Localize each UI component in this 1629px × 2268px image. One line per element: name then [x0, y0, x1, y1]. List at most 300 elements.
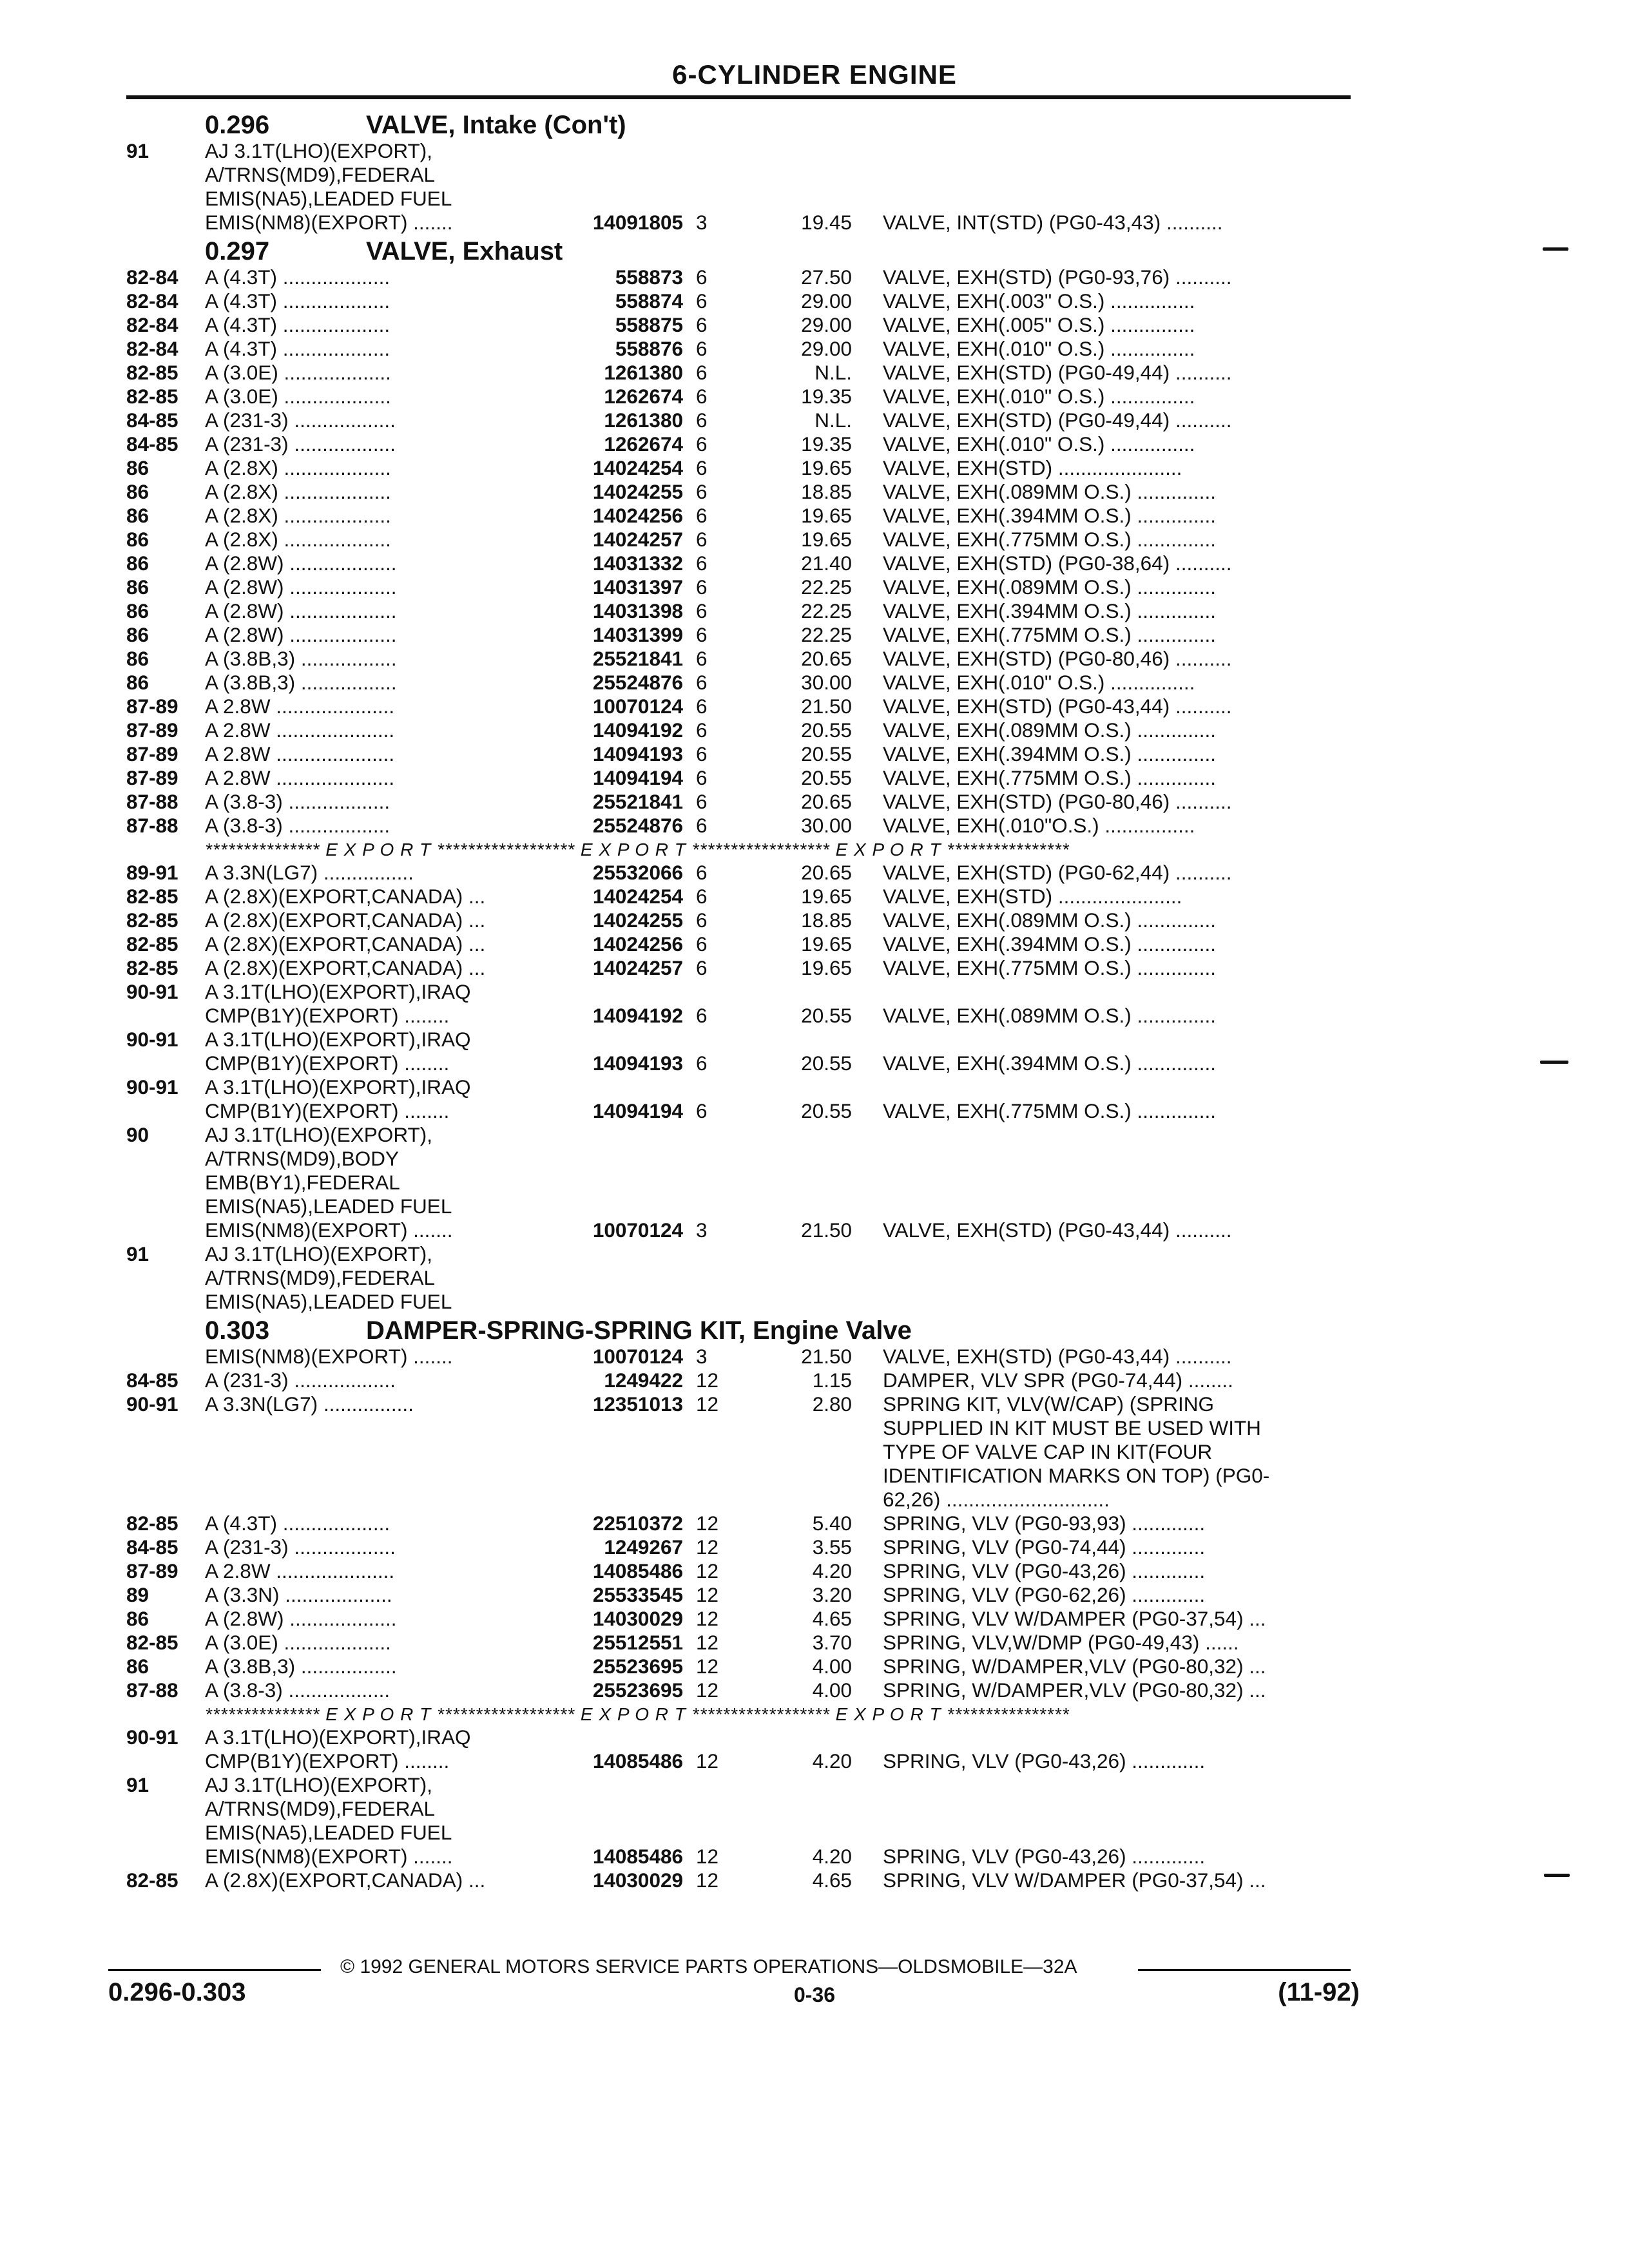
part-yr: 82-84	[126, 289, 178, 312]
part-price: 20.55	[801, 742, 852, 765]
part-pn: 25524876	[592, 814, 683, 837]
section-heading	[0, 1314, 1629, 1345]
part-price: 2.80	[812, 1392, 852, 1416]
part-desc: A (3.8-3) ..................	[205, 790, 390, 813]
part-row	[0, 575, 1629, 599]
part-desc: A (2.8W) ...................	[205, 552, 397, 575]
part-row	[0, 766, 1629, 790]
part-pn: 25521841	[592, 790, 683, 813]
part-pn: 1262674	[604, 432, 683, 456]
part-qty: 12	[696, 1512, 719, 1535]
part-name: SPRING, VLV (PG0-93,93) .............	[883, 1512, 1206, 1535]
part-price: 4.20	[812, 1749, 852, 1773]
part-name: SPRING, W/DAMPER,VLV (PG0-80,32) ...	[883, 1655, 1266, 1678]
part-name: VALVE, EXH(STD) (PG0-43,44) ..........	[883, 695, 1232, 718]
part-price: 20.65	[801, 861, 852, 884]
part-price: 27.50	[801, 265, 852, 289]
export-divider	[0, 1702, 1629, 1725]
part-row	[0, 1028, 1629, 1052]
part-desc: A (2.8X) ...................	[205, 480, 391, 503]
part-qty: 6	[696, 695, 708, 718]
part-yr: 91	[126, 1773, 149, 1796]
part-qty: 6	[696, 742, 708, 765]
part-name: SPRING, VLV W/DAMPER (PG0-37,54) ...	[883, 1607, 1266, 1630]
part-desc: A (3.0E) ...................	[205, 361, 391, 384]
part-row	[0, 1052, 1629, 1075]
part-yr: 90-91	[126, 980, 178, 1003]
part-row	[0, 1171, 1629, 1195]
part-yr: 87-89	[126, 742, 178, 765]
part-price: 21.50	[801, 1218, 852, 1242]
part-desc: A 2.8W .....................	[205, 742, 395, 765]
part-qty: 6	[696, 337, 708, 360]
part-desc: AJ 3.1T(LHO)(EXPORT),	[205, 1242, 432, 1265]
part-name: VALVE, EXH(STD) (PG0-43,44) ..........	[883, 1345, 1232, 1368]
part-qty: 6	[696, 504, 708, 527]
part-yr: 89-91	[126, 861, 178, 884]
part-yr: 86	[126, 599, 149, 622]
part-price: 20.65	[801, 647, 852, 670]
part-row	[0, 361, 1629, 385]
part-price: 22.25	[801, 599, 852, 622]
part-pn: 25532066	[592, 861, 683, 884]
part-name: SPRING KIT, VLV(W/CAP) (SPRING	[883, 1392, 1214, 1416]
part-row	[0, 1345, 1629, 1369]
part-row	[0, 1099, 1629, 1123]
footer-rule-right	[1138, 1969, 1351, 1971]
part-desc: CMP(B1Y)(EXPORT) ........	[205, 1099, 450, 1122]
part-row	[0, 456, 1629, 480]
part-pn: 25521841	[592, 647, 683, 670]
part-row	[0, 187, 1629, 211]
part-yr: 87-89	[126, 718, 178, 742]
part-price: 5.40	[812, 1512, 852, 1535]
part-qty: 6	[696, 432, 708, 456]
part-row	[0, 1242, 1629, 1266]
part-price: 19.35	[801, 432, 852, 456]
part-row	[0, 1123, 1629, 1147]
part-qty: 6	[696, 1004, 708, 1027]
part-pn: 14030029	[592, 1607, 683, 1630]
part-row	[0, 1869, 1629, 1892]
part-yr: 84-85	[126, 408, 178, 432]
part-yr: 91	[126, 1242, 149, 1265]
part-pn: 1261380	[604, 408, 683, 432]
part-pn: 14094193	[592, 742, 683, 765]
part-name: VALVE, EXH(STD) (PG0-38,64) ..........	[883, 552, 1232, 575]
part-qty: 6	[696, 908, 708, 932]
part-yr: 90-91	[126, 1392, 178, 1416]
part-pn: 14024255	[592, 480, 683, 503]
section-number: 0.296	[205, 111, 270, 139]
part-row	[0, 861, 1629, 885]
part-qty: 12	[696, 1845, 719, 1868]
part-pn: 12351013	[592, 1392, 683, 1416]
part-price: 19.65	[801, 528, 852, 551]
part-row	[0, 980, 1629, 1004]
part-yr: 82-84	[126, 337, 178, 360]
part-desc: A (2.8X)(EXPORT,CANADA) ...	[205, 1869, 486, 1892]
part-row	[0, 1416, 1629, 1440]
part-row	[0, 1655, 1629, 1678]
part-desc: A (3.0E) ...................	[205, 1631, 391, 1654]
part-price: 29.00	[801, 337, 852, 360]
part-name: SPRING, VLV (PG0-62,26) .............	[883, 1583, 1206, 1606]
part-pn: 14031332	[592, 552, 683, 575]
part-desc: CMP(B1Y)(EXPORT) ........	[205, 1052, 450, 1075]
part-name: VALVE, EXH(STD) (PG0-80,46) ..........	[883, 790, 1232, 813]
part-price: 18.85	[801, 480, 852, 503]
part-desc: A (2.8X)(EXPORT,CANADA) ...	[205, 908, 486, 932]
part-yr: 86	[126, 528, 149, 551]
part-qty: 6	[696, 766, 708, 789]
part-pn: 10070124	[592, 1218, 683, 1242]
part-qty: 6	[696, 599, 708, 622]
part-qty: 6	[696, 861, 708, 884]
page-title: 6-CYLINDER ENGINE	[672, 59, 957, 90]
part-yr: 82-85	[126, 1869, 178, 1892]
part-price: 1.15	[812, 1369, 852, 1392]
part-row	[0, 163, 1629, 187]
part-row	[0, 1392, 1629, 1416]
part-name: VALVE, EXH(.003" O.S.) ...............	[883, 289, 1195, 312]
part-desc: A (3.8-3) ..................	[205, 1678, 390, 1702]
part-yr: 86	[126, 623, 149, 646]
part-row	[0, 1797, 1629, 1821]
part-yr: 89	[126, 1583, 149, 1606]
part-desc: A (4.3T) ...................	[205, 313, 390, 336]
part-row	[0, 337, 1629, 361]
part-price: 19.65	[801, 932, 852, 956]
part-pn: 1261380	[604, 361, 683, 384]
part-qty: 6	[696, 718, 708, 742]
part-name: VALVE, EXH(.394MM O.S.) ..............	[883, 599, 1216, 622]
part-name: VALVE, EXH(.775MM O.S.) ..............	[883, 1099, 1216, 1122]
part-pn: 25523695	[592, 1655, 683, 1678]
part-pn: 14024257	[592, 528, 683, 551]
part-row	[0, 289, 1629, 313]
part-name: VALVE, EXH(.089MM O.S.) ..............	[883, 1004, 1216, 1027]
part-pn: 1249267	[604, 1535, 683, 1559]
part-qty: 6	[696, 671, 708, 694]
part-pn: 14085486	[592, 1559, 683, 1582]
part-desc: A (3.8B,3) .................	[205, 1655, 397, 1678]
part-yr: 87-88	[126, 814, 178, 837]
part-row	[0, 1535, 1629, 1559]
part-name: VALVE, EXH(.775MM O.S.) ..............	[883, 623, 1216, 646]
part-pn: 14024257	[592, 956, 683, 979]
part-qty: 6	[696, 647, 708, 670]
part-price: 4.00	[812, 1678, 852, 1702]
part-name: SPRING, VLV (PG0-43,26) .............	[883, 1845, 1206, 1868]
part-pn: 14024256	[592, 504, 683, 527]
part-price: 4.65	[812, 1607, 852, 1630]
part-row	[0, 1725, 1629, 1749]
footer-date: (11-92)	[1278, 1978, 1360, 2006]
part-row	[0, 1583, 1629, 1607]
section-title: VALVE, Exhaust	[366, 237, 563, 265]
part-qty: 6	[696, 313, 708, 336]
part-name: SUPPLIED IN KIT MUST BE USED WITH	[883, 1416, 1261, 1439]
part-qty: 6	[696, 456, 708, 479]
part-pn: 14024255	[592, 908, 683, 932]
part-row	[0, 956, 1629, 980]
part-qty: 12	[696, 1631, 719, 1654]
part-pn: 14085486	[592, 1749, 683, 1773]
part-name: VALVE, EXH(.010" O.S.) ...............	[883, 671, 1195, 694]
parts-list	[0, 108, 1629, 1892]
part-yr: 87-89	[126, 1559, 178, 1582]
footer-page-number: 0-36	[793, 1983, 836, 2006]
part-qty: 12	[696, 1678, 719, 1702]
part-row	[0, 1845, 1629, 1869]
part-price: 20.55	[801, 718, 852, 742]
part-yr: 90-91	[126, 1028, 178, 1051]
part-row	[0, 432, 1629, 456]
part-pn: 14094194	[592, 1099, 683, 1122]
part-desc: A 3.3N(LG7) ................	[205, 861, 414, 884]
part-row	[0, 385, 1629, 408]
part-desc: A (231-3) ..................	[205, 1369, 396, 1392]
margin-mark	[1540, 1061, 1568, 1064]
part-desc: A/TRNS(MD9),BODY	[205, 1147, 400, 1170]
part-name: IDENTIFICATION MARKS ON TOP) (PG0-	[883, 1464, 1270, 1487]
part-row	[0, 1749, 1629, 1773]
part-row	[0, 1440, 1629, 1464]
part-desc: A (2.8W) ...................	[205, 575, 397, 599]
part-qty: 6	[696, 385, 708, 408]
part-yr: 86	[126, 1607, 149, 1630]
part-qty: 6	[696, 623, 708, 646]
part-desc: A (4.3T) ...................	[205, 265, 390, 289]
part-price: 22.25	[801, 575, 852, 599]
part-desc: A 3.1T(LHO)(EXPORT),IRAQ	[205, 1725, 471, 1749]
part-row	[0, 1512, 1629, 1535]
part-row	[0, 1559, 1629, 1583]
part-desc: EMIS(NM8)(EXPORT) .......	[205, 211, 453, 234]
part-yr: 86	[126, 552, 149, 575]
part-name: SPRING, VLV,W/DMP (PG0-49,43) ......	[883, 1631, 1239, 1654]
part-price: 21.40	[801, 552, 852, 575]
part-yr: 86	[126, 504, 149, 527]
part-name: TYPE OF VALVE CAP IN KIT(FOUR	[883, 1440, 1213, 1463]
part-desc: EMIS(NA5),LEADED FUEL	[205, 1290, 452, 1313]
part-qty: 12	[696, 1369, 719, 1392]
part-price: 18.85	[801, 908, 852, 932]
part-qty: 6	[696, 932, 708, 956]
part-price: 4.20	[812, 1559, 852, 1582]
part-yr: 84-85	[126, 1535, 178, 1559]
part-row	[0, 1147, 1629, 1171]
part-row	[0, 932, 1629, 956]
part-pn: 14094192	[592, 1004, 683, 1027]
export-divider	[0, 838, 1629, 861]
part-pn: 14091805	[592, 211, 683, 234]
part-row	[0, 552, 1629, 575]
part-yr: 86	[126, 647, 149, 670]
part-price: 20.65	[801, 790, 852, 813]
part-pn: 14031397	[592, 575, 683, 599]
part-desc: AJ 3.1T(LHO)(EXPORT),	[205, 1123, 432, 1146]
part-row	[0, 671, 1629, 695]
part-yr: 84-85	[126, 432, 178, 456]
part-yr: 90	[126, 1123, 149, 1146]
part-yr: 86	[126, 456, 149, 479]
part-desc: A (4.3T) ...................	[205, 289, 390, 312]
part-desc: EMIS(NM8)(EXPORT) .......	[205, 1218, 453, 1242]
part-desc: EMIS(NA5),LEADED FUEL	[205, 1195, 452, 1218]
section-number: 0.297	[205, 237, 270, 265]
part-qty: 6	[696, 1052, 708, 1075]
part-qty: 6	[696, 814, 708, 837]
part-yr: 84-85	[126, 1369, 178, 1392]
part-row	[0, 1218, 1629, 1242]
part-name: VALVE, EXH(.089MM O.S.) ..............	[883, 908, 1216, 932]
part-yr: 86	[126, 480, 149, 503]
margin-mark	[1543, 247, 1568, 251]
part-row	[0, 908, 1629, 932]
part-desc: A (231-3) ..................	[205, 408, 396, 432]
part-price: 19.65	[801, 456, 852, 479]
part-desc: A/TRNS(MD9),FEDERAL	[205, 1266, 436, 1289]
part-desc: EMIS(NA5),LEADED FUEL	[205, 187, 452, 210]
part-pn: 14024254	[592, 885, 683, 908]
part-qty: 6	[696, 289, 708, 312]
part-desc: A 2.8W .....................	[205, 695, 395, 718]
part-name: VALVE, EXH(STD) (PG0-49,44) ..........	[883, 361, 1232, 384]
part-pn: 14030029	[592, 1869, 683, 1892]
section-heading	[0, 235, 1629, 265]
part-price: 20.55	[801, 1099, 852, 1122]
margin-mark	[1544, 1874, 1570, 1877]
part-qty: 6	[696, 361, 708, 384]
part-yr: 82-85	[126, 385, 178, 408]
part-name: VALVE, EXH(.394MM O.S.) ..............	[883, 1052, 1216, 1075]
part-yr: 82-85	[126, 361, 178, 384]
part-qty: 12	[696, 1655, 719, 1678]
part-desc: A 2.8W .....................	[205, 718, 395, 742]
part-row	[0, 1075, 1629, 1099]
part-name: VALVE, EXH(.394MM O.S.) ..............	[883, 932, 1216, 956]
part-qty: 6	[696, 956, 708, 979]
part-name: SPRING, VLV (PG0-74,44) .............	[883, 1535, 1206, 1559]
part-row	[0, 1290, 1629, 1314]
part-yr: 87-89	[126, 766, 178, 789]
part-name: SPRING, VLV W/DAMPER (PG0-37,54) ...	[883, 1869, 1266, 1892]
section-title: VALVE, Intake (Con't)	[366, 111, 626, 139]
part-qty: 3	[696, 1218, 708, 1242]
part-pn: 1262674	[604, 385, 683, 408]
part-qty: 12	[696, 1535, 719, 1559]
part-price: 19.65	[801, 956, 852, 979]
part-yr: 86	[126, 671, 149, 694]
part-desc: A (2.8W) ...................	[205, 599, 397, 622]
part-row	[0, 1488, 1629, 1512]
part-desc: CMP(B1Y)(EXPORT) ........	[205, 1749, 450, 1773]
part-pn: 1249422	[604, 1369, 683, 1392]
part-row	[0, 1266, 1629, 1290]
part-pn: 14024254	[592, 456, 683, 479]
part-desc: A/TRNS(MD9),FEDERAL	[205, 163, 436, 186]
part-desc: A (4.3T) ...................	[205, 337, 390, 360]
part-price: 19.65	[801, 504, 852, 527]
part-desc: A (2.8W) ...................	[205, 623, 397, 646]
part-desc: A/TRNS(MD9),FEDERAL	[205, 1797, 436, 1820]
part-yr: 87-89	[126, 695, 178, 718]
part-qty: 12	[696, 1583, 719, 1606]
part-desc: A (2.8X) ...................	[205, 528, 391, 551]
part-yr: 82-85	[126, 885, 178, 908]
part-row	[0, 1369, 1629, 1392]
part-price: 20.55	[801, 1004, 852, 1027]
part-yr: 82-85	[126, 956, 178, 979]
part-row	[0, 885, 1629, 908]
part-desc: A (3.8-3) ..................	[205, 814, 390, 837]
export-banner: *************** E X P O R T ****************** E X P O R T ****************** E X P O R T ****************	[205, 840, 1070, 860]
part-qty: 6	[696, 552, 708, 575]
part-desc: EMIS(NM8)(EXPORT) .......	[205, 1345, 453, 1368]
part-pn: 14031398	[592, 599, 683, 622]
part-qty: 12	[696, 1607, 719, 1630]
part-name: VALVE, EXH(.394MM O.S.) ..............	[883, 742, 1216, 765]
part-price: 4.20	[812, 1845, 852, 1868]
part-qty: 6	[696, 408, 708, 432]
part-name: VALVE, EXH(STD) (PG0-49,44) ..........	[883, 408, 1232, 432]
part-price: 21.50	[801, 695, 852, 718]
part-row	[0, 1631, 1629, 1655]
part-desc: AJ 3.1T(LHO)(EXPORT),	[205, 1773, 432, 1796]
part-price: 4.00	[812, 1655, 852, 1678]
part-qty: 12	[696, 1869, 719, 1892]
part-price: N.L.	[815, 408, 852, 432]
part-pn: 25533545	[592, 1583, 683, 1606]
part-row	[0, 528, 1629, 552]
part-desc: EMIS(NA5),LEADED FUEL	[205, 1821, 452, 1844]
part-pn: 22510372	[592, 1512, 683, 1535]
part-row	[0, 599, 1629, 623]
part-name: VALVE, EXH(.394MM O.S.) ..............	[883, 504, 1216, 527]
part-name: VALVE, EXH(.010" O.S.) ...............	[883, 385, 1195, 408]
part-desc: A (3.8B,3) .................	[205, 671, 397, 694]
part-price: 29.00	[801, 313, 852, 336]
part-price: 19.35	[801, 385, 852, 408]
part-name: VALVE, EXH(.089MM O.S.) ..............	[883, 575, 1216, 599]
part-qty: 3	[696, 211, 708, 234]
part-price: 20.55	[801, 1052, 852, 1075]
part-row	[0, 790, 1629, 814]
part-price: 3.70	[812, 1631, 852, 1654]
part-yr: 91	[126, 139, 149, 162]
part-desc: AJ 3.1T(LHO)(EXPORT),	[205, 139, 432, 162]
part-name: VALVE, EXH(.775MM O.S.) ..............	[883, 956, 1216, 979]
part-pn: 558874	[615, 289, 683, 312]
part-price: 30.00	[801, 671, 852, 694]
part-row	[0, 504, 1629, 528]
part-qty: 6	[696, 575, 708, 599]
part-desc: CMP(B1Y)(EXPORT) ........	[205, 1004, 450, 1027]
part-desc: A 3.1T(LHO)(EXPORT),IRAQ	[205, 980, 471, 1003]
part-qty: 6	[696, 265, 708, 289]
part-name: VALVE, EXH(STD) (PG0-43,44) ..........	[883, 1218, 1232, 1242]
part-name: VALVE, EXH(STD) ......................	[883, 456, 1182, 479]
part-pn: 558875	[615, 313, 683, 336]
part-name: VALVE, EXH(STD) (PG0-93,76) ..........	[883, 265, 1232, 289]
part-row	[0, 1773, 1629, 1797]
section-heading	[0, 108, 1629, 139]
part-name: VALVE, EXH(.775MM O.S.) ..............	[883, 766, 1216, 789]
header-rule	[126, 95, 1351, 99]
part-name: VALVE, EXH(STD) ......................	[883, 885, 1182, 908]
